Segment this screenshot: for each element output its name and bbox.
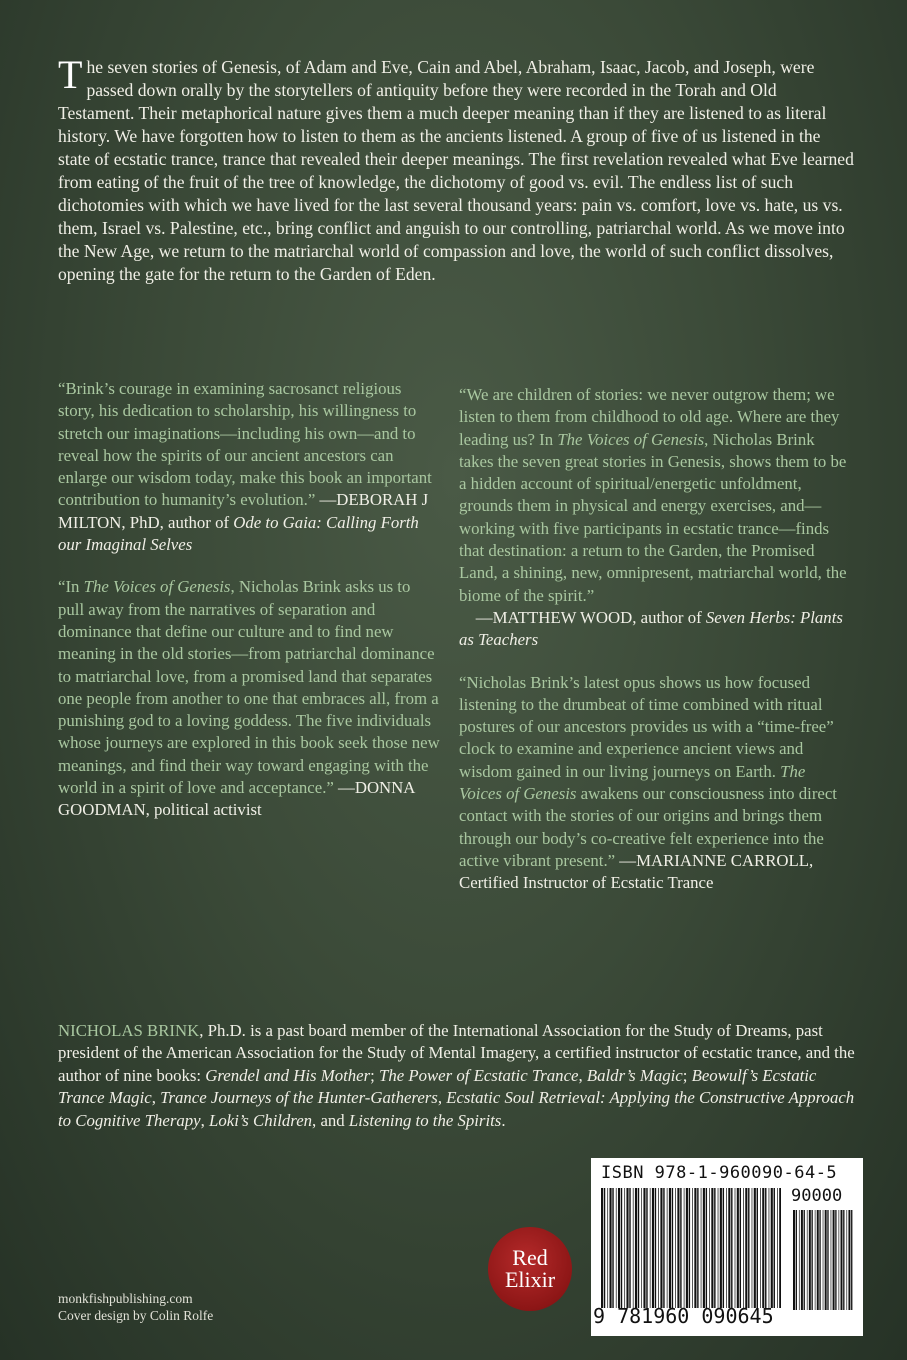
barcode-bar (809, 1210, 811, 1310)
barcode-bar (604, 1188, 605, 1308)
barcode-bar (675, 1188, 676, 1308)
barcode-bar (823, 1210, 824, 1310)
logo-line-2: Elixir (504, 1267, 556, 1292)
barcode-bar (779, 1188, 781, 1308)
barcode-bar (835, 1210, 836, 1310)
barcode-bar (737, 1188, 739, 1308)
barcode-bar (618, 1188, 620, 1308)
book-title: Seven Herbs: Plants as Teachers (459, 607, 843, 650)
barcode-bar (831, 1210, 832, 1310)
barcode-bar (771, 1188, 773, 1308)
blurb-goodman-attribution: —DONNA GOODMAN, political activist (58, 778, 415, 820)
barcode-bar (774, 1188, 775, 1308)
barcode-bar (709, 1188, 710, 1308)
barcode-bar (652, 1188, 654, 1308)
blurb-milton-attribution: —DEBORAH J MILTON, PhD, author of Ode to Gaia: Calling Forth our Imaginal Selves (58, 490, 429, 555)
book-title: The Voices of Genesis (459, 761, 806, 804)
blurb-wood-attribution: —MATTHEW WOOD, author of Seven Herbs: Plants as Teachers (459, 607, 843, 650)
barcode-bar (646, 1188, 647, 1308)
barcode-bar (703, 1188, 705, 1308)
barcode-bar (748, 1188, 749, 1308)
barcode-bar (760, 1188, 761, 1308)
barcode-bar (706, 1188, 707, 1308)
barcode-bar (638, 1188, 639, 1308)
blurb-milton (58, 378, 440, 556)
barcode-bar (723, 1188, 724, 1308)
blurb-carroll: “Nicholas Brink’s latest opus shows us how focused listening to the drumbeat of time combined with ritual postures of our ancestors provides us with a “time-free” clock to examine and experience ancient views and wisdom gained in our living journeys on Earth. The Voices of Genesis awakens our consciousness into direct contact with the stories of our origins and brings them through our body’s co-creative felt experience into the active vibrant present.” —MARIANNE CARROLL, Certified Instructor of Ecstatic Trance (459, 672, 837, 893)
barcode-bar (718, 1188, 719, 1308)
barcode-bar (612, 1188, 613, 1308)
barcode-bar (655, 1188, 656, 1308)
barcode-bar (650, 1188, 651, 1308)
publisher-website: monkfishpublishing.com (58, 1291, 193, 1306)
barcode-bar (633, 1188, 634, 1308)
barcode-bar (616, 1188, 617, 1308)
barcode-bar (815, 1210, 816, 1310)
barcode-bar (819, 1210, 820, 1310)
barcode-bar (609, 1188, 611, 1308)
left-quote-column (58, 378, 440, 822)
barcode-bar (714, 1188, 715, 1308)
blurb-carroll-attribution: —MARIANNE CARROLL, Certified Instructor of Ecstatic Trance (459, 850, 814, 893)
barcode-bar (851, 1210, 852, 1310)
barcode-bar (731, 1188, 732, 1308)
barcode-bar (686, 1188, 688, 1308)
barcode-bar (843, 1210, 844, 1310)
barcode-bar (796, 1210, 797, 1310)
barcode-bar (762, 1188, 764, 1308)
book-title: The Voices of Genesis (83, 577, 231, 597)
barcode-bar (601, 1188, 603, 1308)
barcode-bar (817, 1210, 819, 1310)
barcode-bar (793, 1210, 795, 1310)
barcode-bar (811, 1210, 812, 1310)
barcode-bar (728, 1188, 730, 1308)
drop-cap: T (58, 52, 83, 97)
barcode-bar (807, 1210, 808, 1310)
barcode-bar (804, 1210, 805, 1310)
barcode-bar (726, 1188, 727, 1308)
barcode-bar (841, 1210, 843, 1310)
right-quote-column (459, 384, 851, 895)
barcode-bar (848, 1210, 850, 1310)
synopsis-text: he seven stories of Genesis, of Adam and Eve, Cain and Abel, Abraham, Isaac, Jacob, and Joseph, were passed down orally by the storytellers of antiquity before they were recorded in the Torah and Old Testament. Their metaphorical nature gives them a much deeper meaning than if they are listened to as literal history. We have forgotten how to listen to them as the ancients listened. A group of five of us listened in the state of ecstatic trance, trance that revealed their deeper meanings. The first revelation revealed what Eve learned from eating of the fruit of the tree of knowledge, the dichotomy of good vs. evil. The endless list of such dichotomies with which we have lived for the last several thousand years: pain vs. comfort, love vs. hate, us vs. them, Israel vs. Palestine, etc., bring conflict and anguish to our controlling, patriarchal world. As we move into the New Age, we return to the matriarchal world of compassion and love, the world of such conflict dissolves, opening the gate for the return to the Garden of Eden. (58, 57, 854, 284)
barcode-bar (689, 1188, 690, 1308)
barcode-bar (833, 1210, 835, 1310)
addon-barcode-bars (793, 1210, 853, 1310)
logo-line-1: Red (512, 1245, 548, 1270)
author-name: NICHOLAS BRINK (58, 1021, 200, 1040)
barcode-bar (692, 1188, 693, 1308)
barcode-bar (621, 1188, 622, 1308)
ean-barcode-bars (601, 1188, 781, 1308)
barcode-bar (641, 1188, 642, 1308)
book-title: Ode to Gaia: Calling Forth our Imaginal Selves (58, 512, 419, 555)
barcode-bar (672, 1188, 673, 1308)
barcode-bar (769, 1188, 770, 1308)
barcode-bar (667, 1188, 668, 1308)
barcode-bar (629, 1188, 630, 1308)
isbn-text: ISBN 978-1-960090-64-5 (601, 1163, 838, 1183)
barcode-bar (643, 1188, 645, 1308)
barcode-bar (626, 1188, 628, 1308)
barcode-bar (669, 1188, 671, 1308)
barcode-bar (660, 1188, 662, 1308)
barcode-bar (827, 1210, 828, 1310)
barcode-bar (720, 1188, 722, 1308)
price-addon-text: 90000 (791, 1186, 843, 1206)
barcode-bar (757, 1188, 758, 1308)
red-elixir-logo (488, 1227, 572, 1311)
blurb-goodman: “In The Voices of Genesis, Nicholas Brink asks us to pull away from the narratives of separation and dominance that define our culture and to find new meaning in the old stories—from patriarchal dominance to matriarchal love, from a promised land that separates one people from another to one that embraces all, from a punishing god to a loving goddess. The five individuals whose journeys are explored in this book seek those new meanings, and find their way toward engaging with the world in a spirit of love and acceptance.” —DONNA GOODMAN, political activist (58, 577, 440, 820)
ean-number: 9 781960 090645 (593, 1304, 774, 1328)
blurb-wood: “We are children of stories: we never outgrow them; we listen to them from childhood to old age. Where are they leading us? In The Voices of Genesis, Nicholas Brink takes the seven great stories in Genesis, shows them to be a hidden account of spiritual/energetic unfoldment, grounds them in physical and energy exercises, and—working with five participants in ecstatic trance—finds that destination: a return to the Garden, the Promised Land, a shining, new, omnipresent, matriarchal world, the biome of the spirit.” —MATTHEW WOOD, author of Seven Herbs: Plants as Teachers (459, 385, 847, 650)
barcode-bar (777, 1188, 778, 1308)
barcode-bar (607, 1188, 608, 1308)
barcode-bar (624, 1188, 625, 1308)
barcode-bar (799, 1210, 800, 1310)
barcode-bar (663, 1188, 664, 1308)
synopsis-paragraph (58, 52, 854, 286)
blurb-milton-text: “Brink’s courage in examining sacrosanct religious story, his dedication to scholarship, his willingness to stretch our imaginations—including his own—and to reveal how the spirits of our ancient ancestors can enlarge our wisdom today, make this book an important contribution to humanity’s evolution.” (58, 379, 432, 510)
barcode-bar (684, 1188, 685, 1308)
barcode-bar (635, 1188, 637, 1308)
cover-design-credit: Cover design by Colin Rolfe (58, 1308, 214, 1323)
barcode-bar (754, 1188, 756, 1308)
barcode-bar (801, 1210, 803, 1310)
barcode-bar (658, 1188, 659, 1308)
barcode-bar (694, 1188, 696, 1308)
barcode-bar (846, 1210, 847, 1310)
publisher-credits (58, 1290, 213, 1324)
barcode-bar (680, 1188, 681, 1308)
author-bio: NICHOLAS BRINK, Ph.D. is a past board member of the International Association for the Study of Dreams, past president of the American Association for the Study of Mental Imagery, a certified instructor of ecstatic trance, and the author of nine books: Grendel and His Mother; The Power of Ecstatic Trance, Baldr’s Magic; Beowulf’s Ecstatic Trance Magic, Trance Journeys of the Hunter-Gatherers, Ecstatic Soul Retrieval: Applying the Constructive Approach to Cognitive Therapy, Loki’s Children, and Listening to the Spirits. (58, 1021, 855, 1130)
barcode-bar (740, 1188, 741, 1308)
book-title: The Voices of Genesis (557, 429, 705, 449)
barcode-bar (735, 1188, 736, 1308)
barcode-bar (743, 1188, 744, 1308)
barcode-bar (677, 1188, 679, 1308)
isbn-barcode (591, 1158, 863, 1336)
blurb-goodman-text: , Nicholas Brink asks us to pull away from the narratives of separation and dominance that define our culture and to find new meaning in the old stories—from patriarchal dominance to matriarchal love, from a promised land that separates one people from another to one that embraces all, from a punishing god to a loving goddess. The five individuals whose journeys are explored in this book seek those new meanings, and find their way toward engaging with the world in a spirit of love and acceptance.” (58, 577, 440, 798)
barcode-bar (752, 1188, 753, 1308)
barcode-bar (697, 1188, 698, 1308)
barcode-bar (765, 1188, 766, 1308)
barcode-bar (701, 1188, 702, 1308)
barcode-bar (711, 1188, 713, 1308)
barcode-bar (745, 1188, 747, 1308)
barcode-bar (825, 1210, 827, 1310)
barcode-bar (839, 1210, 840, 1310)
